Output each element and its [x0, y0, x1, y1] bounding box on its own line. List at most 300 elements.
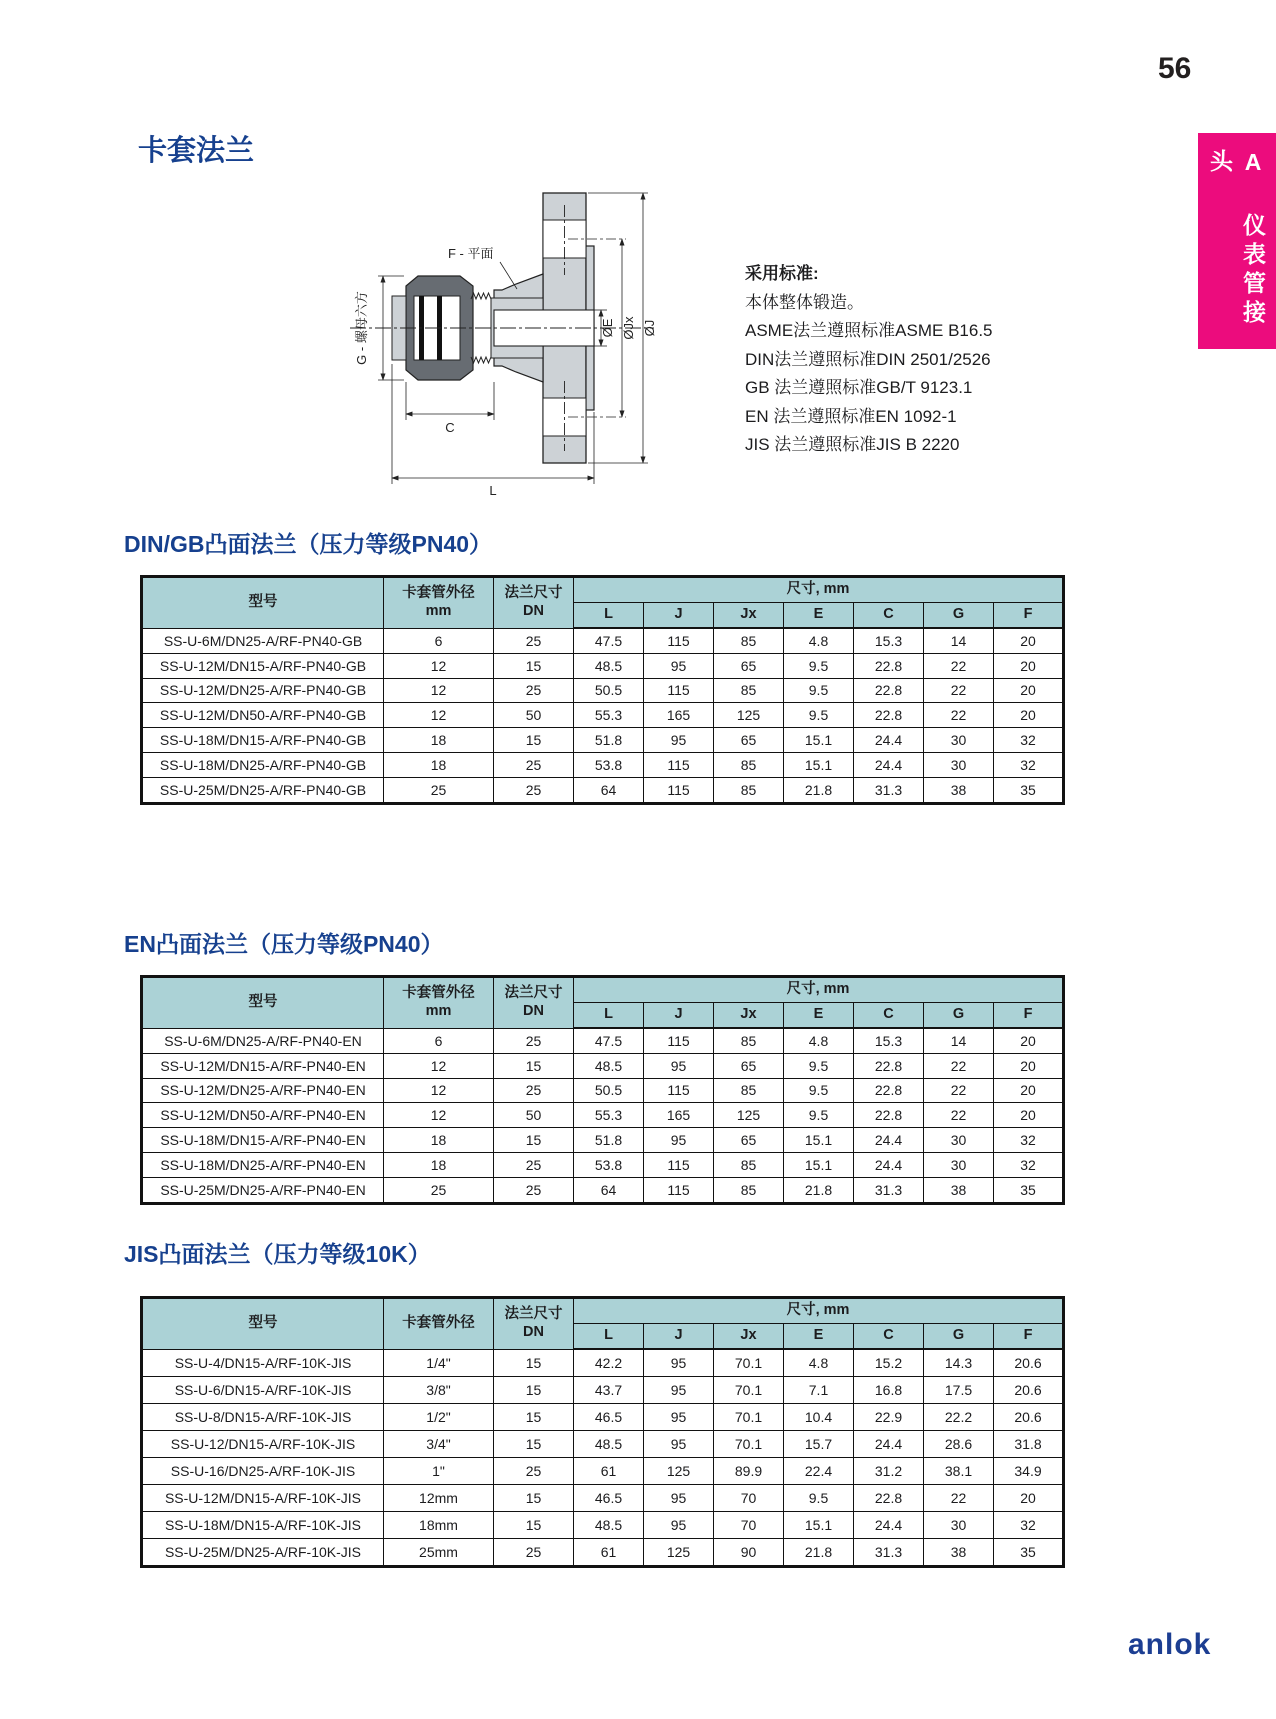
col-header-model: 型号: [142, 977, 384, 1029]
table-row: [142, 1458, 1064, 1485]
model-cell: SS-U-18M/DN25-A/RF-PN40-EN: [142, 1152, 384, 1177]
value-cell: 25: [494, 1078, 574, 1103]
value-cell: 4.8: [784, 1028, 854, 1053]
value-cell: 95: [644, 1485, 714, 1512]
table-row: [142, 628, 1064, 653]
value-cell: 50.5: [574, 678, 644, 703]
value-cell: 22.8: [854, 1053, 924, 1078]
model-cell: SS-U-8/DN15-A/RF-10K-JIS: [142, 1404, 384, 1431]
col-header-dims: 尺寸, mm: [574, 577, 1064, 603]
model-cell: SS-U-6M/DN25-A/RF-PN40-EN: [142, 1028, 384, 1053]
value-cell: 4.8: [784, 1349, 854, 1377]
brand-logo: anlok: [1128, 1628, 1212, 1661]
value-cell: 30: [924, 1128, 994, 1153]
value-cell: 42.2: [574, 1349, 644, 1377]
value-cell: 15: [494, 1128, 574, 1153]
value-cell: 12: [384, 1078, 494, 1103]
value-cell: 24.4: [854, 728, 924, 753]
table-row: [142, 1512, 1064, 1539]
value-cell: 22.8: [854, 1103, 924, 1128]
value-cell: 14: [924, 628, 994, 653]
value-cell: 14: [924, 1028, 994, 1053]
value-cell: 18: [384, 1152, 494, 1177]
value-cell: 15: [494, 1485, 574, 1512]
value-cell: 31.3: [854, 1177, 924, 1203]
value-cell: 43.7: [574, 1377, 644, 1404]
value-cell: 65: [714, 1128, 784, 1153]
value-cell: 3/8": [384, 1377, 494, 1404]
value-cell: 20: [994, 678, 1064, 703]
value-cell: 32: [994, 1128, 1064, 1153]
value-cell: 95: [644, 1404, 714, 1431]
value-cell: 115: [644, 777, 714, 803]
value-cell: 18: [384, 1128, 494, 1153]
model-cell: SS-U-18M/DN15-A/RF-10K-JIS: [142, 1512, 384, 1539]
value-cell: 115: [644, 678, 714, 703]
value-cell: 95: [644, 1377, 714, 1404]
value-cell: 12mm: [384, 1485, 494, 1512]
value-cell: 35: [994, 1177, 1064, 1203]
value-cell: 15.3: [854, 1028, 924, 1053]
din-gb-table: [140, 575, 1065, 805]
value-cell: 20.6: [994, 1349, 1064, 1377]
value-cell: 47.5: [574, 1028, 644, 1053]
value-cell: 22: [924, 1078, 994, 1103]
section-title-en: EN凸面法兰（压力等级PN40）: [124, 931, 444, 957]
value-cell: 30: [924, 1512, 994, 1539]
value-cell: 65: [714, 653, 784, 678]
col-header-dn-unit: DN: [523, 1002, 544, 1019]
table-row: [142, 777, 1064, 803]
value-cell: 50.5: [574, 1078, 644, 1103]
threads-bottom: [471, 357, 491, 363]
value-cell: 34.9: [994, 1458, 1064, 1485]
value-cell: 18mm: [384, 1512, 494, 1539]
value-cell: 15.7: [784, 1431, 854, 1458]
table-row: [142, 703, 1064, 728]
chapter-side-tab: [1198, 133, 1276, 349]
value-cell: 53.8: [574, 752, 644, 777]
col-header-model: 型号: [142, 1298, 384, 1350]
col-header-L: L: [574, 603, 644, 629]
value-cell: 12: [384, 653, 494, 678]
col-header-dims: 尺寸, mm: [574, 1298, 1064, 1324]
value-cell: 12: [384, 1103, 494, 1128]
value-cell: 15.1: [784, 752, 854, 777]
value-cell: 48.5: [574, 1512, 644, 1539]
col-header-G: G: [924, 603, 994, 629]
table-row: [142, 1128, 1064, 1153]
value-cell: 15: [494, 653, 574, 678]
model-cell: SS-U-18M/DN15-A/RF-PN40-EN: [142, 1128, 384, 1153]
value-cell: 64: [574, 777, 644, 803]
col-header-od: [384, 577, 494, 629]
standards-lines: [745, 289, 993, 460]
table-row: [142, 728, 1064, 753]
model-cell: SS-U-12M/DN25-A/RF-PN40-GB: [142, 678, 384, 703]
value-cell: 15.1: [784, 728, 854, 753]
table-row: [142, 1485, 1064, 1512]
value-cell: 125: [644, 1539, 714, 1567]
col-header-C: C: [854, 603, 924, 629]
standards-line: JIS 法兰遵照标准JIS B 2220: [745, 435, 960, 454]
col-header-E: E: [784, 1324, 854, 1350]
value-cell: 24.4: [854, 1431, 924, 1458]
model-cell: SS-U-16/DN25-A/RF-10K-JIS: [142, 1458, 384, 1485]
value-cell: 85: [714, 628, 784, 653]
value-cell: 12: [384, 703, 494, 728]
jis-table: [140, 1296, 1065, 1568]
model-cell: SS-U-25M/DN25-A/RF-PN40-GB: [142, 777, 384, 803]
value-cell: 65: [714, 1053, 784, 1078]
col-header-L: L: [574, 1324, 644, 1350]
chapter-side-tab-label: A 仪表管接头: [1207, 149, 1266, 329]
col-header-dn-label: 法兰尺寸: [504, 1306, 563, 1323]
value-cell: 25: [384, 777, 494, 803]
col-header-dn: [494, 577, 574, 629]
value-cell: 25mm: [384, 1539, 494, 1567]
value-cell: 35: [994, 1539, 1064, 1567]
table-row: [142, 1349, 1064, 1377]
value-cell: 22.8: [854, 1078, 924, 1103]
value-cell: 50: [494, 703, 574, 728]
value-cell: 125: [714, 1103, 784, 1128]
standards-line: ASME法兰遵照标准ASME B16.5: [745, 321, 993, 340]
value-cell: 9.5: [784, 703, 854, 728]
value-cell: 16.8: [854, 1377, 924, 1404]
value-cell: 25: [494, 678, 574, 703]
value-cell: 20: [994, 1028, 1064, 1053]
value-cell: 115: [644, 628, 714, 653]
model-cell: SS-U-4/DN15-A/RF-10K-JIS: [142, 1349, 384, 1377]
col-header-dn-label: 法兰尺寸: [504, 585, 563, 602]
value-cell: 70.1: [714, 1431, 784, 1458]
model-cell: SS-U-25M/DN25-A/RF-10K-JIS: [142, 1539, 384, 1567]
value-cell: 32: [994, 728, 1064, 753]
col-header-L: L: [574, 1003, 644, 1029]
value-cell: 53.8: [574, 1152, 644, 1177]
col-header-od-label: 卡套管外径: [402, 985, 475, 1002]
value-cell: 22: [924, 1485, 994, 1512]
value-cell: 15.1: [784, 1512, 854, 1539]
value-cell: 31.2: [854, 1458, 924, 1485]
value-cell: 24.4: [854, 1512, 924, 1539]
value-cell: 15: [494, 1377, 574, 1404]
value-cell: 17.5: [924, 1377, 994, 1404]
col-header-G: G: [924, 1003, 994, 1029]
value-cell: 15: [494, 1053, 574, 1078]
value-cell: 22.2: [924, 1404, 994, 1431]
value-cell: 22: [924, 653, 994, 678]
value-cell: 32: [994, 1152, 1064, 1177]
value-cell: 61: [574, 1539, 644, 1567]
value-cell: 22.8: [854, 1485, 924, 1512]
model-cell: SS-U-12M/DN15-A/RF-PN40-GB: [142, 653, 384, 678]
value-cell: 51.8: [574, 1128, 644, 1153]
col-header-dn-unit: DN: [523, 1323, 544, 1340]
value-cell: 31.8: [994, 1431, 1064, 1458]
value-cell: 48.5: [574, 653, 644, 678]
col-header-F: F: [994, 603, 1064, 629]
table-row: [142, 1028, 1064, 1053]
value-cell: 15: [494, 1349, 574, 1377]
value-cell: 85: [714, 1152, 784, 1177]
value-cell: 46.5: [574, 1404, 644, 1431]
value-cell: 22: [924, 1053, 994, 1078]
dim-label-jx: ØJx: [621, 316, 636, 340]
standards-line: GB 法兰遵照标准GB/T 9123.1: [745, 378, 973, 397]
value-cell: 115: [644, 752, 714, 777]
col-header-J: J: [644, 1324, 714, 1350]
value-cell: 55.3: [574, 703, 644, 728]
value-cell: 20: [994, 1103, 1064, 1128]
col-header-od-unit: mm: [425, 1002, 452, 1019]
value-cell: 22.9: [854, 1404, 924, 1431]
value-cell: 18: [384, 752, 494, 777]
value-cell: 31.3: [854, 1539, 924, 1567]
model-cell: SS-U-6M/DN25-A/RF-PN40-GB: [142, 628, 384, 653]
dim-label-c: C: [445, 420, 455, 435]
value-cell: 21.8: [784, 1177, 854, 1203]
value-cell: 38.1: [924, 1458, 994, 1485]
model-cell: SS-U-12M/DN15-A/RF-PN40-EN: [142, 1053, 384, 1078]
value-cell: 95: [644, 1431, 714, 1458]
value-cell: 95: [644, 1128, 714, 1153]
col-header-G: G: [924, 1324, 994, 1350]
value-cell: 6: [384, 628, 494, 653]
ferrule-flange-drawing: [288, 158, 668, 500]
table-row: [142, 1377, 1064, 1404]
value-cell: 70.1: [714, 1404, 784, 1431]
table-row: [142, 1404, 1064, 1431]
value-cell: 25: [494, 752, 574, 777]
standards-heading: 采用标准:: [745, 264, 819, 283]
value-cell: 20.6: [994, 1377, 1064, 1404]
value-cell: 125: [644, 1458, 714, 1485]
value-cell: 32: [994, 752, 1064, 777]
value-cell: 14.3: [924, 1349, 994, 1377]
value-cell: 24.4: [854, 1152, 924, 1177]
value-cell: 15: [494, 728, 574, 753]
col-header-dn: [494, 1298, 574, 1350]
value-cell: 9.5: [784, 1103, 854, 1128]
col-header-E: E: [784, 1003, 854, 1029]
value-cell: 85: [714, 1177, 784, 1203]
value-cell: 1": [384, 1458, 494, 1485]
value-cell: 64: [574, 1177, 644, 1203]
value-cell: 20: [994, 703, 1064, 728]
value-cell: 30: [924, 728, 994, 753]
value-cell: 9.5: [784, 678, 854, 703]
col-header-Jx: Jx: [714, 1324, 784, 1350]
value-cell: 70: [714, 1512, 784, 1539]
value-cell: 9.5: [784, 653, 854, 678]
page-title: 卡套法兰: [138, 135, 255, 167]
value-cell: 115: [644, 1078, 714, 1103]
value-cell: 47.5: [574, 628, 644, 653]
value-cell: 22.8: [854, 703, 924, 728]
value-cell: 20: [994, 628, 1064, 653]
value-cell: 165: [644, 703, 714, 728]
value-cell: 85: [714, 752, 784, 777]
col-header-od-unit: mm: [425, 602, 452, 619]
value-cell: 38: [924, 777, 994, 803]
model-cell: SS-U-12M/DN25-A/RF-PN40-EN: [142, 1078, 384, 1103]
value-cell: 95: [644, 1053, 714, 1078]
col-header-od: [384, 1298, 494, 1350]
col-header-J: J: [644, 1003, 714, 1029]
table-row: [142, 1103, 1064, 1128]
value-cell: 55.3: [574, 1103, 644, 1128]
model-cell: SS-U-18M/DN25-A/RF-PN40-GB: [142, 752, 384, 777]
dim-label-g: G - 螺母六方: [354, 291, 369, 365]
value-cell: 15: [494, 1404, 574, 1431]
threads-top: [471, 293, 491, 299]
value-cell: 115: [644, 1177, 714, 1203]
col-header-od: [384, 977, 494, 1029]
value-cell: 1/2": [384, 1404, 494, 1431]
col-header-C: C: [854, 1003, 924, 1029]
value-cell: 32: [994, 1512, 1064, 1539]
value-cell: 25: [494, 1458, 574, 1485]
col-header-F: F: [994, 1324, 1064, 1350]
value-cell: 38: [924, 1177, 994, 1203]
value-cell: 89.9: [714, 1458, 784, 1485]
value-cell: 15: [494, 1431, 574, 1458]
value-cell: 65: [714, 728, 784, 753]
value-cell: 9.5: [784, 1485, 854, 1512]
value-cell: 21.8: [784, 1539, 854, 1567]
value-cell: 85: [714, 777, 784, 803]
value-cell: 70.1: [714, 1349, 784, 1377]
value-cell: 22: [924, 703, 994, 728]
table-row: [142, 653, 1064, 678]
page-number: 56: [1158, 52, 1192, 85]
value-cell: 22: [924, 1103, 994, 1128]
section-title-din-gb: DIN/GB凸面法兰（压力等级PN40）: [124, 531, 493, 557]
value-cell: 30: [924, 752, 994, 777]
model-cell: SS-U-12M/DN50-A/RF-PN40-GB: [142, 703, 384, 728]
value-cell: 15.2: [854, 1349, 924, 1377]
value-cell: 48.5: [574, 1053, 644, 1078]
model-cell: SS-U-18M/DN15-A/RF-PN40-GB: [142, 728, 384, 753]
value-cell: 4.8: [784, 628, 854, 653]
value-cell: 22.4: [784, 1458, 854, 1485]
value-cell: 15.3: [854, 628, 924, 653]
value-cell: 25: [494, 1177, 574, 1203]
value-cell: 15.1: [784, 1152, 854, 1177]
value-cell: 70: [714, 1485, 784, 1512]
table-row: [142, 1431, 1064, 1458]
value-cell: 15.1: [784, 1128, 854, 1153]
model-cell: SS-U-25M/DN25-A/RF-PN40-EN: [142, 1177, 384, 1203]
value-cell: 22.8: [854, 678, 924, 703]
value-cell: 50: [494, 1103, 574, 1128]
value-cell: 46.5: [574, 1485, 644, 1512]
value-cell: 6: [384, 1028, 494, 1053]
value-cell: 85: [714, 1078, 784, 1103]
value-cell: 30: [924, 1152, 994, 1177]
col-header-dims: 尺寸, mm: [574, 977, 1064, 1003]
value-cell: 20: [994, 1078, 1064, 1103]
value-cell: 1/4": [384, 1349, 494, 1377]
value-cell: 9.5: [784, 1078, 854, 1103]
value-cell: 18: [384, 728, 494, 753]
value-cell: 10.4: [784, 1404, 854, 1431]
col-header-F: F: [994, 1003, 1064, 1029]
value-cell: 70.1: [714, 1377, 784, 1404]
col-header-od-label: 卡套管外径: [402, 585, 475, 602]
table-row: [142, 678, 1064, 703]
col-header-dn: [494, 977, 574, 1029]
value-cell: 25: [494, 1152, 574, 1177]
value-cell: 35: [994, 777, 1064, 803]
standards-block: [745, 260, 993, 460]
dim-label-f: F - 平面: [448, 246, 494, 261]
value-cell: 25: [494, 1028, 574, 1053]
value-cell: 90: [714, 1539, 784, 1567]
value-cell: 51.8: [574, 728, 644, 753]
table-row: [142, 1177, 1064, 1203]
dim-label-j: ØJ: [642, 319, 657, 337]
value-cell: 85: [714, 1028, 784, 1053]
value-cell: 31.3: [854, 777, 924, 803]
value-cell: 7.1: [784, 1377, 854, 1404]
col-header-C: C: [854, 1324, 924, 1350]
value-cell: 115: [644, 1028, 714, 1053]
standards-line: DIN法兰遵照标准DIN 2501/2526: [745, 349, 991, 369]
value-cell: 20: [994, 1053, 1064, 1078]
value-cell: 15: [494, 1512, 574, 1539]
value-cell: 125: [714, 703, 784, 728]
value-cell: 95: [644, 728, 714, 753]
value-cell: 20: [994, 1485, 1064, 1512]
model-cell: SS-U-12M/DN15-A/RF-10K-JIS: [142, 1485, 384, 1512]
value-cell: 28.6: [924, 1431, 994, 1458]
dim-label-e: ØE: [600, 318, 615, 338]
en-table: [140, 975, 1065, 1205]
value-cell: 61: [574, 1458, 644, 1485]
value-cell: 9.5: [784, 1053, 854, 1078]
value-cell: 20: [994, 653, 1064, 678]
value-cell: 24.4: [854, 1128, 924, 1153]
table-row: [142, 1539, 1064, 1567]
col-header-model: 型号: [142, 577, 384, 629]
value-cell: 21.8: [784, 777, 854, 803]
value-cell: 95: [644, 653, 714, 678]
value-cell: 95: [644, 1512, 714, 1539]
value-cell: 85: [714, 678, 784, 703]
value-cell: 115: [644, 1152, 714, 1177]
value-cell: 95: [644, 1349, 714, 1377]
value-cell: 12: [384, 678, 494, 703]
col-header-Jx: Jx: [714, 603, 784, 629]
value-cell: 12: [384, 1053, 494, 1078]
table-row: [142, 1078, 1064, 1103]
value-cell: 25: [384, 1177, 494, 1203]
value-cell: 22.8: [854, 653, 924, 678]
table-row: [142, 752, 1064, 777]
model-cell: SS-U-12/DN15-A/RF-10K-JIS: [142, 1431, 384, 1458]
model-cell: SS-U-6/DN15-A/RF-10K-JIS: [142, 1377, 384, 1404]
col-header-E: E: [784, 603, 854, 629]
col-header-od-label: 卡套管外径: [402, 1315, 475, 1332]
standards-line: EN 法兰遵照标准EN 1092-1: [745, 406, 957, 426]
model-cell: SS-U-12M/DN50-A/RF-PN40-EN: [142, 1103, 384, 1128]
value-cell: 3/4": [384, 1431, 494, 1458]
value-cell: 22: [924, 678, 994, 703]
standards-line: 本体整体锻造。: [745, 292, 864, 312]
